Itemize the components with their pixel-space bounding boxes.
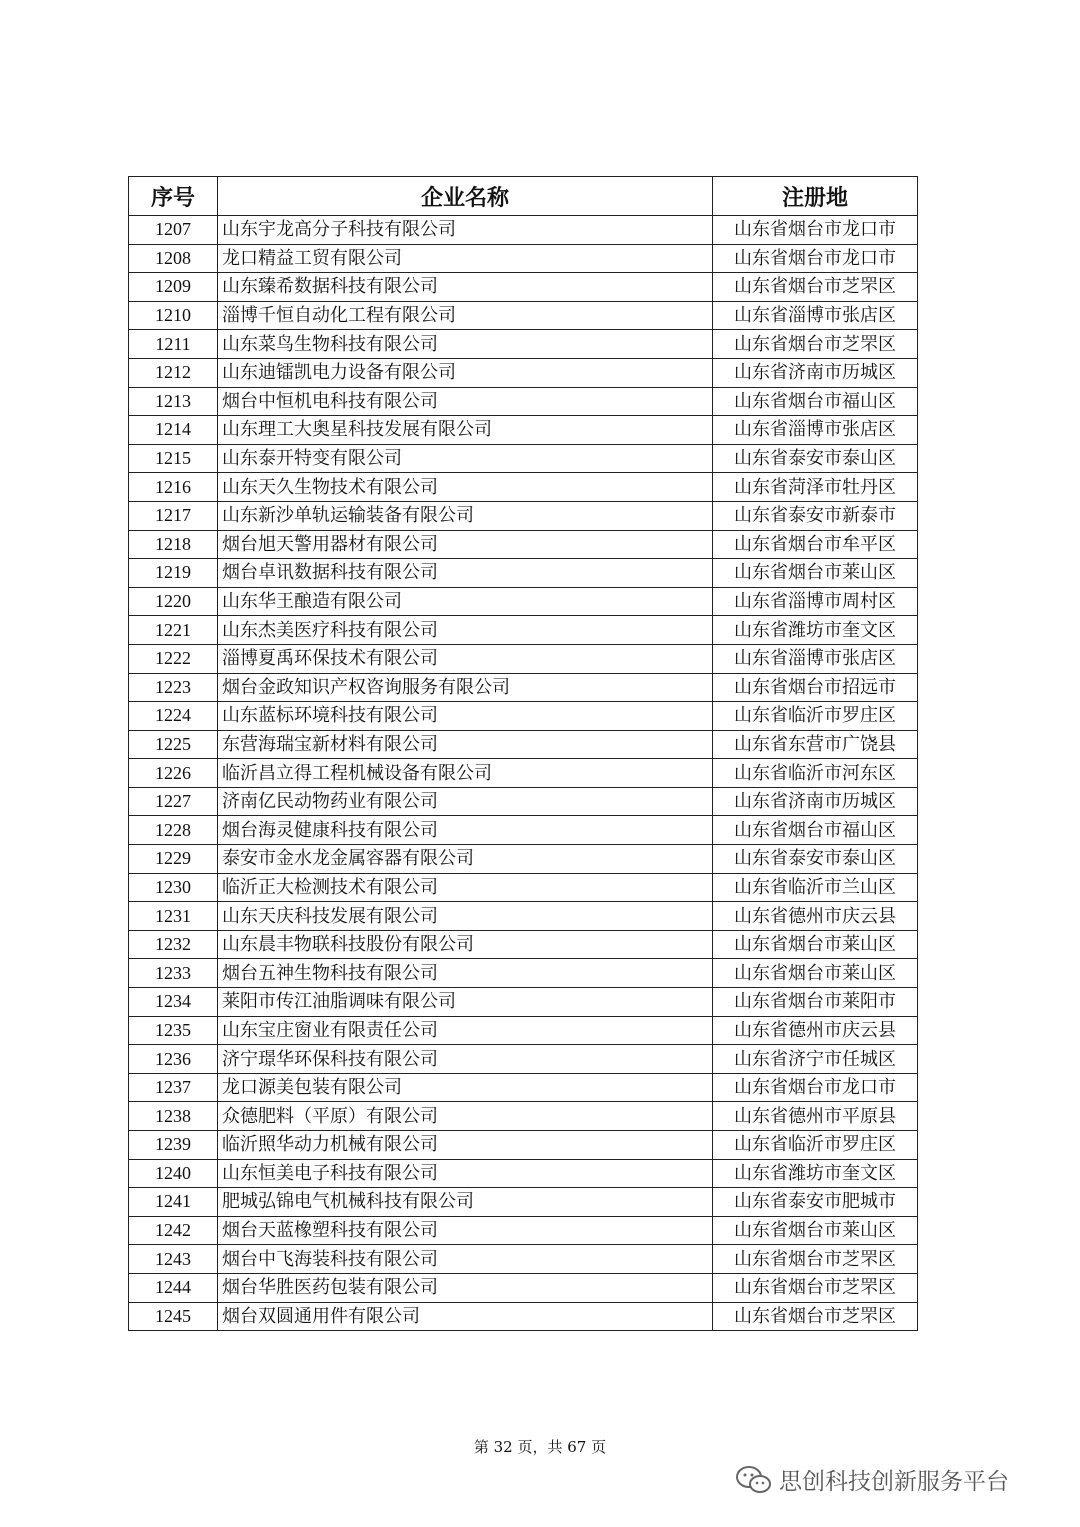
table-row (129, 988, 918, 1017)
watermark (735, 1463, 1009, 1496)
cell-company-name: 山东泰开特变有限公司 (218, 444, 713, 473)
cell-registered-place: 山东省烟台市福山区 (713, 816, 918, 845)
cell-registered-place: 山东省烟台市芝罘区 (713, 1245, 918, 1274)
cell-company-name: 烟台中飞海装科技有限公司 (218, 1245, 713, 1274)
table-row (129, 501, 918, 530)
cell-serial: 1239 (129, 1131, 218, 1160)
table-row (129, 1273, 918, 1302)
cell-registered-place: 山东省烟台市芝罘区 (713, 330, 918, 359)
cell-company-name: 东营海瑞宝新材料有限公司 (218, 730, 713, 759)
cell-registered-place: 山东省淄博市张店区 (713, 644, 918, 673)
header-company-name: 企业名称 (218, 177, 713, 216)
cell-company-name: 烟台华胜医药包装有限公司 (218, 1273, 713, 1302)
cell-serial: 1233 (129, 959, 218, 988)
cell-registered-place: 山东省德州市庆云县 (713, 902, 918, 931)
cell-company-name: 山东理工大奥星科技发展有限公司 (218, 416, 713, 445)
cell-company-name: 烟台卓讯数据科技有限公司 (218, 559, 713, 588)
cell-serial: 1220 (129, 587, 218, 616)
cell-company-name: 烟台海灵健康科技有限公司 (218, 816, 713, 845)
cell-serial: 1215 (129, 444, 218, 473)
table-row (129, 644, 918, 673)
cell-registered-place: 山东省济南市历城区 (713, 358, 918, 387)
cell-serial: 1226 (129, 759, 218, 788)
cell-registered-place: 山东省潍坊市奎文区 (713, 1159, 918, 1188)
cell-company-name: 济南亿民动物药业有限公司 (218, 787, 713, 816)
cell-registered-place: 山东省烟台市莱山区 (713, 1216, 918, 1245)
table-row (129, 530, 918, 559)
table-row (129, 1131, 918, 1160)
cell-serial: 1231 (129, 902, 218, 931)
cell-serial: 1243 (129, 1245, 218, 1274)
cell-company-name: 淄博夏禹环保技术有限公司 (218, 644, 713, 673)
cell-serial: 1237 (129, 1073, 218, 1102)
table-row (129, 273, 918, 302)
cell-company-name: 山东新沙单轨运输装备有限公司 (218, 501, 713, 530)
cell-company-name: 山东天久生物技术有限公司 (218, 473, 713, 502)
cell-registered-place: 山东省临沂市罗庄区 (713, 702, 918, 731)
table-row (129, 873, 918, 902)
cell-serial: 1228 (129, 816, 218, 845)
page-footer: 第 32 页，共 67 页 (473, 1438, 607, 1456)
cell-company-name: 肥城弘锦电气机械科技有限公司 (218, 1188, 713, 1217)
cell-company-name: 众德肥料（平原）有限公司 (218, 1102, 713, 1131)
cell-registered-place: 山东省烟台市福山区 (713, 387, 918, 416)
cell-company-name: 临沂正大检测技术有限公司 (218, 873, 713, 902)
cell-serial: 1230 (129, 873, 218, 902)
table-row (129, 930, 918, 959)
cell-company-name: 山东菜鸟生物科技有限公司 (218, 330, 713, 359)
cell-registered-place: 山东省临沂市罗庄区 (713, 1131, 918, 1160)
cell-registered-place: 山东省烟台市招远市 (713, 673, 918, 702)
cell-company-name: 山东杰美医疗科技有限公司 (218, 616, 713, 645)
cell-serial: 1232 (129, 930, 218, 959)
cell-company-name: 山东宇龙高分子科技有限公司 (218, 216, 713, 245)
cell-registered-place: 山东省潍坊市奎文区 (713, 616, 918, 645)
cell-serial: 1240 (129, 1159, 218, 1188)
cell-serial: 1244 (129, 1273, 218, 1302)
cell-serial: 1208 (129, 244, 218, 273)
cell-registered-place: 山东省德州市平原县 (713, 1102, 918, 1131)
table-row (129, 587, 918, 616)
cell-registered-place: 山东省烟台市莱山区 (713, 959, 918, 988)
table-row (129, 845, 918, 874)
enterprise-table (128, 176, 918, 1331)
cell-registered-place: 山东省烟台市莱阳市 (713, 988, 918, 1017)
cell-serial: 1222 (129, 644, 218, 673)
cell-registered-place: 山东省泰安市肥城市 (713, 1188, 918, 1217)
table-row (129, 759, 918, 788)
cell-company-name: 济宁璟华环保科技有限公司 (218, 1045, 713, 1074)
table-row (129, 730, 918, 759)
cell-serial: 1225 (129, 730, 218, 759)
cell-company-name: 莱阳市传江油脂调味有限公司 (218, 988, 713, 1017)
cell-registered-place: 山东省烟台市莱山区 (713, 559, 918, 588)
table-row (129, 1188, 918, 1217)
cell-registered-place: 山东省烟台市芝罘区 (713, 1273, 918, 1302)
wechat-icon (735, 1465, 773, 1495)
cell-company-name: 泰安市金水龙金属容器有限公司 (218, 845, 713, 874)
table-row (129, 1045, 918, 1074)
cell-serial: 1209 (129, 273, 218, 302)
cell-registered-place: 山东省烟台市芝罘区 (713, 1302, 918, 1331)
table-body (129, 216, 918, 1331)
table-row (129, 702, 918, 731)
cell-registered-place: 山东省济南市历城区 (713, 787, 918, 816)
table-row (129, 1016, 918, 1045)
cell-serial: 1238 (129, 1102, 218, 1131)
cell-company-name: 山东华王酿造有限公司 (218, 587, 713, 616)
table-row (129, 444, 918, 473)
cell-serial: 1210 (129, 301, 218, 330)
cell-registered-place: 山东省淄博市张店区 (713, 416, 918, 445)
cell-registered-place: 山东省淄博市周村区 (713, 587, 918, 616)
cell-serial: 1212 (129, 358, 218, 387)
cell-serial: 1227 (129, 787, 218, 816)
cell-company-name: 烟台中恒机电科技有限公司 (218, 387, 713, 416)
table-row (129, 358, 918, 387)
table-row (129, 673, 918, 702)
cell-serial: 1223 (129, 673, 218, 702)
cell-registered-place: 山东省烟台市龙口市 (713, 1073, 918, 1102)
cell-company-name: 山东恒美电子科技有限公司 (218, 1159, 713, 1188)
cell-serial: 1221 (129, 616, 218, 645)
table-row (129, 559, 918, 588)
cell-company-name: 临沂昌立得工程机械设备有限公司 (218, 759, 713, 788)
watermark-text: 思创科技创新服务平台 (779, 1469, 1009, 1495)
cell-registered-place: 山东省烟台市芝罘区 (713, 273, 918, 302)
header-serial: 序号 (129, 177, 218, 216)
cell-registered-place: 山东省济宁市任城区 (713, 1045, 918, 1074)
cell-company-name: 淄博千恒自动化工程有限公司 (218, 301, 713, 330)
cell-serial: 1217 (129, 501, 218, 530)
cell-serial: 1224 (129, 702, 218, 731)
cell-serial: 1229 (129, 845, 218, 874)
table-row (129, 216, 918, 245)
cell-company-name: 烟台天蓝橡塑科技有限公司 (218, 1216, 713, 1245)
header-registered-place: 注册地 (713, 177, 918, 216)
table-row (129, 787, 918, 816)
cell-serial: 1218 (129, 530, 218, 559)
cell-serial: 1219 (129, 559, 218, 588)
cell-company-name: 龙口源美包装有限公司 (218, 1073, 713, 1102)
cell-registered-place: 山东省德州市庆云县 (713, 1016, 918, 1045)
table-row (129, 301, 918, 330)
table-row (129, 1245, 918, 1274)
cell-serial: 1235 (129, 1016, 218, 1045)
cell-company-name: 龙口精益工贸有限公司 (218, 244, 713, 273)
table-row (129, 330, 918, 359)
table-row (129, 616, 918, 645)
table-row (129, 816, 918, 845)
cell-company-name: 烟台旭天警用器材有限公司 (218, 530, 713, 559)
cell-company-name: 山东宝庄窗业有限责任公司 (218, 1016, 713, 1045)
table-row (129, 902, 918, 931)
cell-company-name: 临沂照华动力机械有限公司 (218, 1131, 713, 1160)
cell-company-name: 烟台五神生物科技有限公司 (218, 959, 713, 988)
table-row (129, 1159, 918, 1188)
cell-registered-place: 山东省烟台市牟平区 (713, 530, 918, 559)
cell-registered-place: 山东省淄博市张店区 (713, 301, 918, 330)
cell-registered-place: 山东省菏泽市牡丹区 (713, 473, 918, 502)
cell-serial: 1242 (129, 1216, 218, 1245)
table-row (129, 1073, 918, 1102)
cell-registered-place: 山东省临沂市兰山区 (713, 873, 918, 902)
cell-registered-place: 山东省烟台市莱山区 (713, 930, 918, 959)
cell-company-name: 烟台双圆通用件有限公司 (218, 1302, 713, 1331)
cell-registered-place: 山东省泰安市泰山区 (713, 444, 918, 473)
cell-registered-place: 山东省烟台市龙口市 (713, 216, 918, 245)
cell-registered-place: 山东省东营市广饶县 (713, 730, 918, 759)
cell-serial: 1216 (129, 473, 218, 502)
cell-serial: 1241 (129, 1188, 218, 1217)
table-row (129, 473, 918, 502)
cell-company-name: 山东晨丰物联科技股份有限公司 (218, 930, 713, 959)
cell-serial: 1207 (129, 216, 218, 245)
table-row (129, 1102, 918, 1131)
table-row (129, 244, 918, 273)
cell-registered-place: 山东省临沂市河东区 (713, 759, 918, 788)
cell-company-name: 山东迪镭凯电力设备有限公司 (218, 358, 713, 387)
table-row (129, 1216, 918, 1245)
cell-serial: 1234 (129, 988, 218, 1017)
cell-company-name: 山东臻希数据科技有限公司 (218, 273, 713, 302)
cell-serial: 1211 (129, 330, 218, 359)
cell-serial: 1213 (129, 387, 218, 416)
table-row (129, 387, 918, 416)
cell-company-name: 山东蓝标环境科技有限公司 (218, 702, 713, 731)
cell-registered-place: 山东省烟台市龙口市 (713, 244, 918, 273)
table-row (129, 1302, 918, 1331)
table-row (129, 959, 918, 988)
cell-company-name: 山东天庆科技发展有限公司 (218, 902, 713, 931)
table-row (129, 416, 918, 445)
cell-serial: 1245 (129, 1302, 218, 1331)
cell-registered-place: 山东省泰安市新泰市 (713, 501, 918, 530)
cell-company-name: 烟台金政知识产权咨询服务有限公司 (218, 673, 713, 702)
cell-serial: 1214 (129, 416, 218, 445)
cell-serial: 1236 (129, 1045, 218, 1074)
cell-registered-place: 山东省泰安市泰山区 (713, 845, 918, 874)
table-header-row (129, 177, 918, 216)
